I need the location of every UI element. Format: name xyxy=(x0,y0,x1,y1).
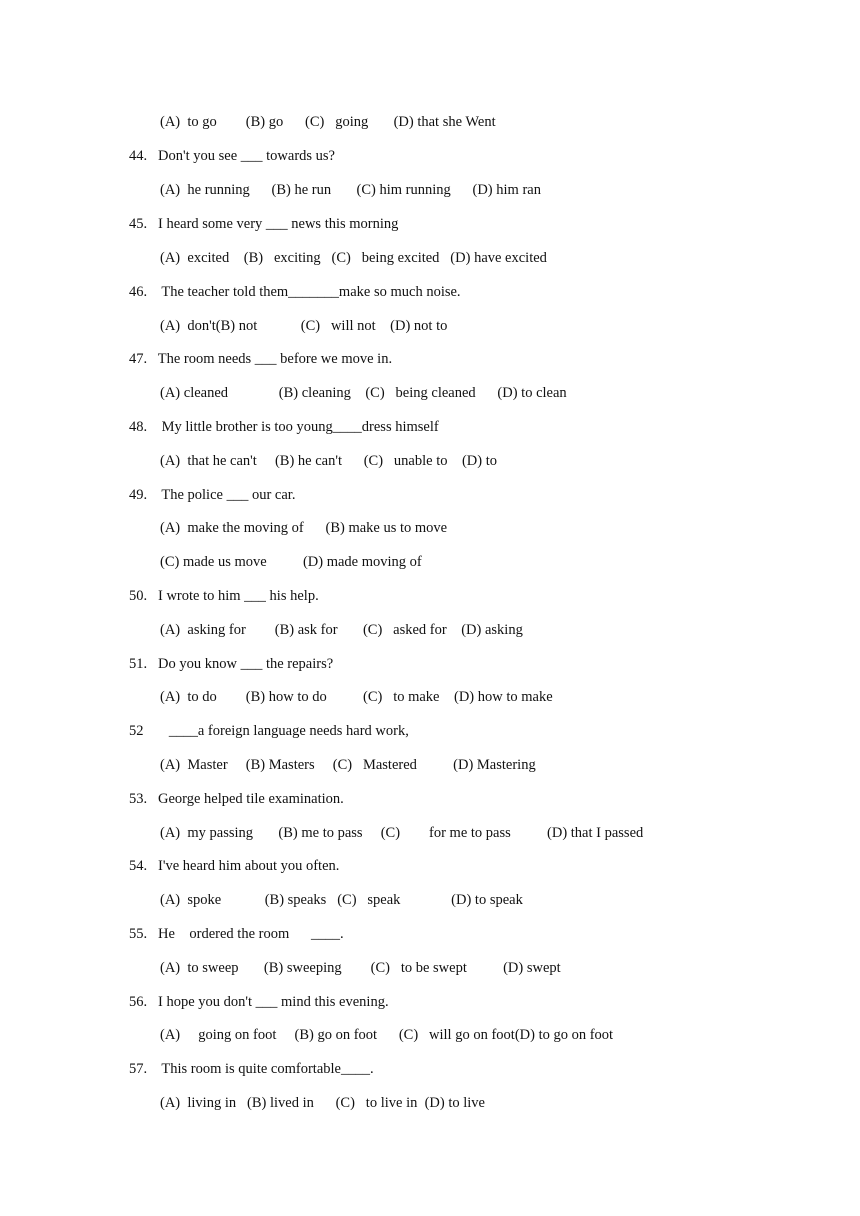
option-line: (A) don't(B) not (C) will not (D) not to xyxy=(160,318,448,334)
question-46: 46. The teacher told them_______make so much noise. xyxy=(129,284,461,300)
question-56: 56. I hope you don't ___ mind this evening. xyxy=(129,994,389,1010)
question-47: 47. The room needs ___ before we move in. xyxy=(129,351,393,367)
question-52: 52 ____a foreign language needs hard work, xyxy=(129,723,409,739)
question-53: 53. George helped tile examination. xyxy=(129,791,344,807)
option-line: (A) to sweep (B) sweeping (C) to be swept (D) swept xyxy=(160,960,561,976)
question-54: 54. I've heard him about you often. xyxy=(129,858,340,874)
option-line: (A) spoke (B) speaks (C) speak (D) to speak xyxy=(160,892,523,908)
option-line: (C) made us move (D) made moving of xyxy=(160,554,422,570)
option-line: (A) that he can't (B) he can't (C) unable to (D) to xyxy=(160,453,498,469)
option-line: (A) to do (B) how to do (C) to make (D) how to make xyxy=(160,689,553,705)
option-line: (A) Master (B) Masters (C) Mastered (D) Mastering xyxy=(160,757,536,773)
question-50: 50. I wrote to him ___ his help. xyxy=(129,588,319,604)
question-48: 48. My little brother is too young____dress himself xyxy=(129,419,439,435)
question-49: 49. The police ___ our car. xyxy=(129,487,296,503)
option-line: (A) asking for (B) ask for (C) asked for (D) asking xyxy=(160,622,523,638)
option-line: (A) make the moving of (B) make us to move xyxy=(160,520,448,536)
option-line: (A) my passing (B) me to pass (C) for me to pass (D) that I passed xyxy=(160,825,644,841)
option-line: (A) he running (B) he run (C) him running (D) him ran xyxy=(160,182,541,198)
option-line: (A) excited (B) exciting (C) being excited (D) have excited xyxy=(160,250,547,266)
question-45: 45. I heard some very ___ news this morning xyxy=(129,216,399,232)
option-line: (A) going on foot (B) go on foot (C) will go on foot(D) to go on foot xyxy=(160,1027,614,1043)
option-line: (A) to go (B) go (C) going (D) that she Went xyxy=(160,114,496,130)
option-line: (A) cleaned (B) cleaning (C) being cleaned (D) to clean xyxy=(160,385,567,401)
option-line: (A) living in (B) lived in (C) to live in (D) to live xyxy=(160,1095,485,1111)
question-44: 44. Don't you see ___ towards us? xyxy=(129,148,335,164)
question-55: 55. He ordered the room ____. xyxy=(129,926,344,942)
question-57: 57. This room is quite comfortable____. xyxy=(129,1061,374,1077)
question-51: 51. Do you know ___ the repairs? xyxy=(129,656,334,672)
